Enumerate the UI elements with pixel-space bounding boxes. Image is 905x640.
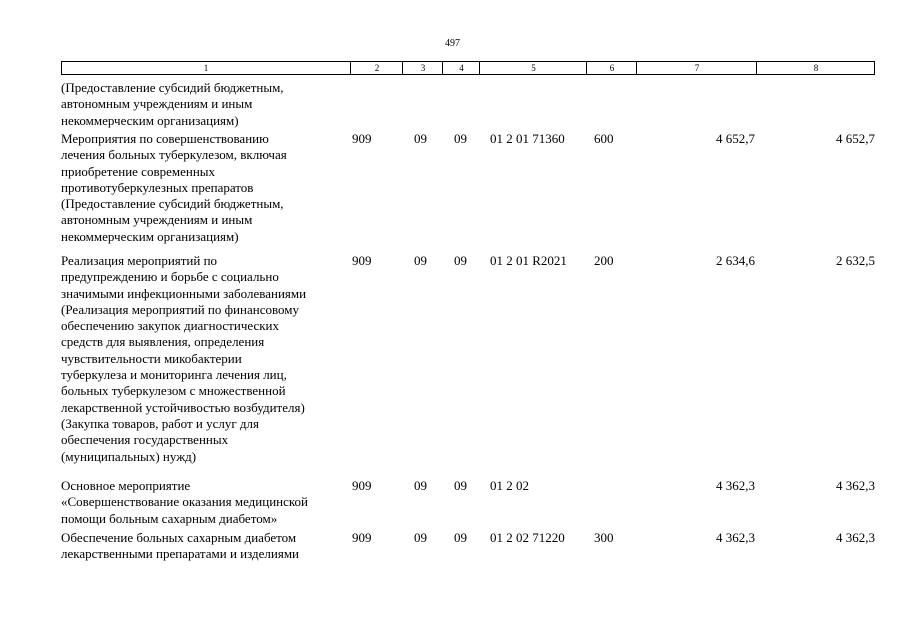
- header-col-3: 3: [402, 62, 443, 74]
- note-line: (Закупка товаров, работ и услуг для: [61, 415, 259, 431]
- header-col-5: 5: [479, 62, 587, 74]
- note-line: обеспечению закупок диагностических: [61, 318, 279, 334]
- description-line: Основное мероприятие: [61, 478, 191, 493]
- row-description: [61, 80, 361, 129]
- note-line: (Предоставление субсидий бюджетным,: [61, 196, 284, 212]
- row-description: [61, 478, 361, 527]
- note-line: автономным учреждениям и иным: [61, 212, 253, 228]
- note-line: лекарственной устойчивостью возбудителя): [61, 399, 305, 415]
- note-line: обеспечения государственных: [61, 432, 229, 448]
- header-col-4: 4: [442, 62, 480, 74]
- cell-col3: 09: [414, 478, 427, 493]
- description-line: Обеспечение больных сахарным диабетом: [61, 530, 297, 545]
- header-col-7: 7: [636, 62, 757, 74]
- cell-col2: 909: [352, 131, 372, 146]
- header-col-8: 8: [756, 62, 875, 74]
- cell-col8: 4 652,7: [836, 131, 875, 146]
- cell-col4: 09: [454, 530, 467, 545]
- header-col-2: 2: [350, 62, 403, 74]
- table-header: [61, 61, 875, 75]
- cell-col4: 09: [454, 131, 467, 146]
- description-line: (Предоставление субсидий бюджетным,: [61, 80, 284, 95]
- note-line: туберкулеза и мониторинга лечения лиц,: [61, 367, 287, 383]
- cell-col3: 09: [414, 530, 427, 545]
- cell-col2: 909: [352, 478, 372, 493]
- cell-col8: 4 362,3: [836, 478, 875, 493]
- description-line: автономным учреждениям и иным: [61, 96, 253, 112]
- note-line: чувствительности микобактерии: [61, 350, 242, 366]
- header-col-6: 6: [586, 62, 637, 74]
- description-line: «Совершенствование оказания медицинской: [61, 494, 308, 510]
- page-number: 497: [445, 38, 460, 49]
- row-description: [61, 131, 361, 245]
- note-line: больных туберкулезом с множественной: [61, 383, 286, 399]
- description-line: помощи больным сахарным диабетом»: [61, 510, 278, 526]
- description-line: лечения больных туберкулезом, включая: [61, 147, 287, 163]
- note-line: средств для выявления, определения: [61, 334, 265, 350]
- cell-col3: 09: [414, 253, 427, 268]
- cell-col5: 01 2 02: [490, 478, 529, 493]
- description-line: Мероприятия по совершенствованию: [61, 131, 269, 146]
- description-line: некоммерческим организациям): [61, 112, 239, 128]
- cell-col5: 01 2 01 71360: [490, 131, 565, 146]
- cell-col7: 2 634,6: [716, 253, 755, 268]
- cell-col4: 09: [454, 478, 467, 493]
- note-line: (Реализация мероприятий по финансовому: [61, 301, 299, 317]
- row-description: [61, 253, 361, 465]
- description-line: лекарственными препаратами и изделиями: [61, 546, 299, 562]
- note-line: (муниципальных) нужд): [61, 448, 197, 464]
- cell-col6: 600: [594, 131, 614, 146]
- cell-col3: 09: [414, 131, 427, 146]
- cell-col8: 4 362,3: [836, 530, 875, 545]
- row-description: [61, 530, 361, 563]
- cell-col2: 909: [352, 530, 372, 545]
- description-line: значимыми инфекционными заболеваниями: [61, 285, 307, 301]
- cell-col2: 909: [352, 253, 372, 268]
- cell-col6: 300: [594, 530, 614, 545]
- description-line: приобретение современных: [61, 163, 216, 179]
- cell-col7: 4 652,7: [716, 131, 755, 146]
- cell-col7: 4 362,3: [716, 530, 755, 545]
- header-col-1: 1: [203, 63, 209, 73]
- description-line: предупреждению и борьбе с социально: [61, 269, 279, 285]
- cell-col8: 2 632,5: [836, 253, 875, 268]
- description-line: противотуберкулезных препаратов: [61, 179, 254, 195]
- cell-col6: 200: [594, 253, 614, 268]
- description-line: Реализация мероприятий по: [61, 253, 218, 268]
- cell-col5: 01 2 02 71220: [490, 530, 565, 545]
- cell-col4: 09: [454, 253, 467, 268]
- cell-col7: 4 362,3: [716, 478, 755, 493]
- cell-col5: 01 2 01 R2021: [490, 253, 567, 268]
- note-line: некоммерческим организациям): [61, 228, 239, 244]
